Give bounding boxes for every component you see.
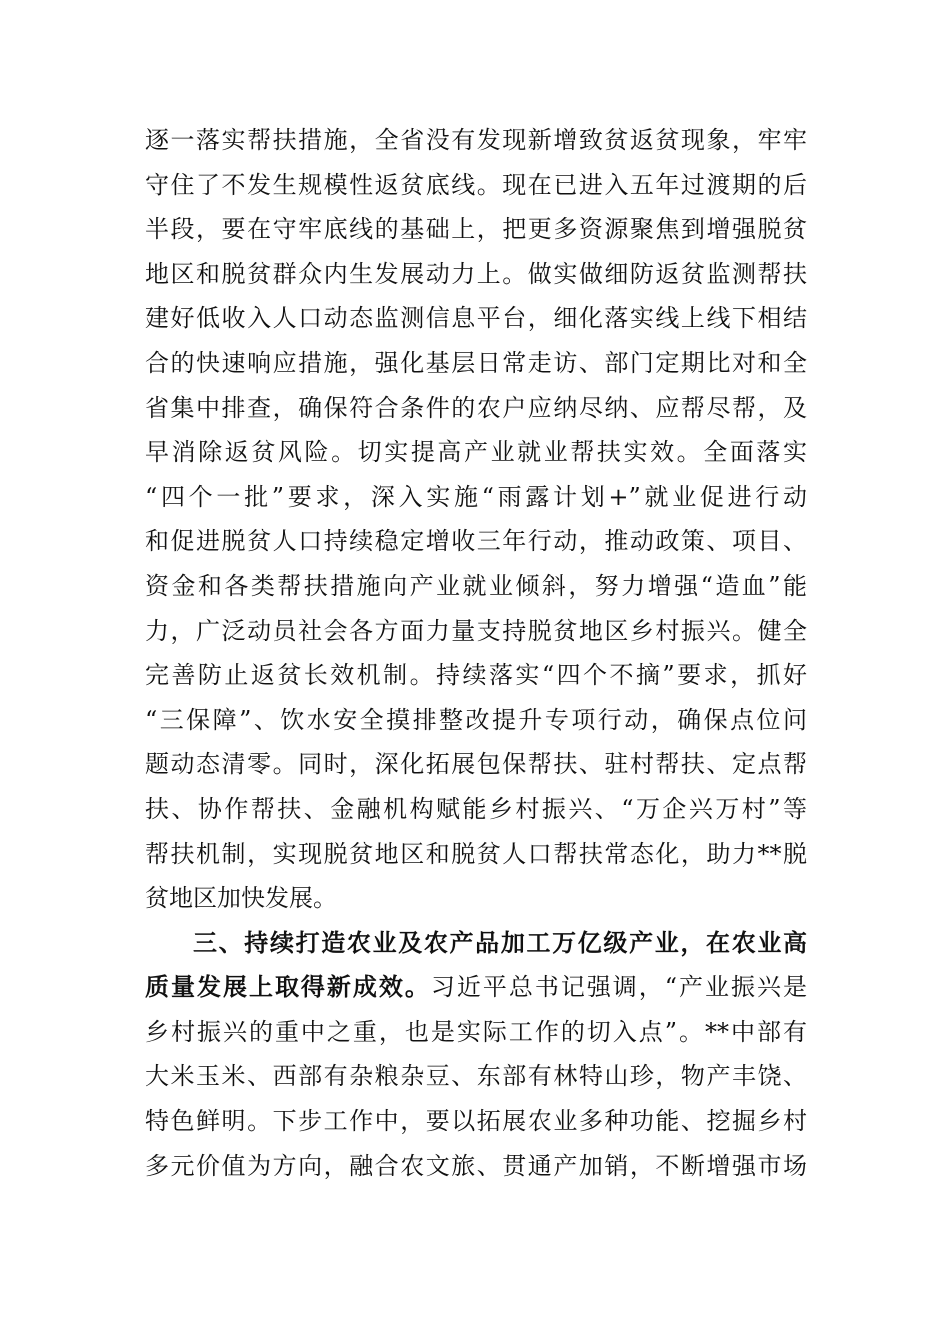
text-line: 贫地区加快发展。	[145, 884, 337, 913]
text-line: 乡村振兴的重中之重，也是实际工作的切入点”。**中部有	[145, 1017, 807, 1046]
text-line: 半段，要在守牢底线的基础上，把更多资源聚焦到增强脱贫	[145, 215, 807, 244]
text-line: 省集中排查，确保符合条件的农户应纳尽纳、应帮尽帮，及	[145, 393, 807, 422]
text-line: 特色鲜明。下步工作中，要以拓展农业多种功能、挖掘乡村	[145, 1107, 807, 1136]
body-text: 习近平总书记强调，“产业振兴是	[430, 973, 808, 1002]
text-line: 完善防止返贫长效机制。持续落实“四个不摘”要求，抓好	[145, 661, 807, 690]
text-line: 题动态清零。同时，深化拓展包保帮扶、驻村帮扶、定点帮	[145, 750, 807, 779]
heading-text: 三、持续打造农业及农产品加工万亿级产业，在农业高	[193, 927, 807, 957]
document-page	[145, 118, 807, 1188]
text-line: 多元价值为方向，融合农文旅、贯通产加销，不断增强市场	[145, 1151, 807, 1180]
text-line	[145, 965, 807, 1010]
text-line: 资金和各类帮扶措施向产业就业倾斜，努力增强“造血”能	[145, 571, 807, 600]
text-line: “三保障”、饮水安全摸排整改提升专项行动，确保点位问	[145, 705, 807, 734]
paragraph-2	[145, 921, 807, 1189]
text-line: 地区和脱贫群众内生发展动力上。做实做细防返贫监测帮扶	[145, 259, 807, 288]
text-line: 合的快速响应措施，强化基层日常走访、部门定期比对和全	[145, 348, 807, 377]
section-heading	[145, 921, 807, 966]
text-line: 逐一落实帮扶措施，全省没有发现新增致贫返贫现象，牢牢	[145, 126, 807, 154]
text-line: 扶、协作帮扶、金融机构赋能乡村振兴、“万企兴万村”等	[145, 794, 807, 823]
text-line: “四个一批”要求，深入实施“雨露计划+”就业促进行动	[145, 482, 807, 511]
text-line: 守住了不发生规模性返贫底线。现在已进入五年过渡期的后	[145, 170, 807, 199]
text-line: 大米玉米、西部有杂粮杂豆、东部有林特山珍，物产丰饶、	[145, 1062, 807, 1091]
text-line: 力，广泛动员社会各方面力量支持脱贫地区乡村振兴。健全	[145, 616, 807, 645]
text-line: 帮扶机制，实现脱贫地区和脱贫人口帮扶常态化，助力**脱	[145, 839, 807, 868]
paragraph-1	[145, 118, 807, 921]
text-line: 和促进脱贫人口持续稳定增收三年行动，推动政策、项目、	[145, 527, 807, 556]
heading-text: 质量发展上取得新成效。	[145, 972, 431, 1002]
text-line: 建好低收入人口动态监测信息平台，细化落实线上线下相结	[145, 304, 807, 333]
text-line: 早消除返贫风险。切实提高产业就业帮扶实效。全面落实	[145, 438, 807, 467]
